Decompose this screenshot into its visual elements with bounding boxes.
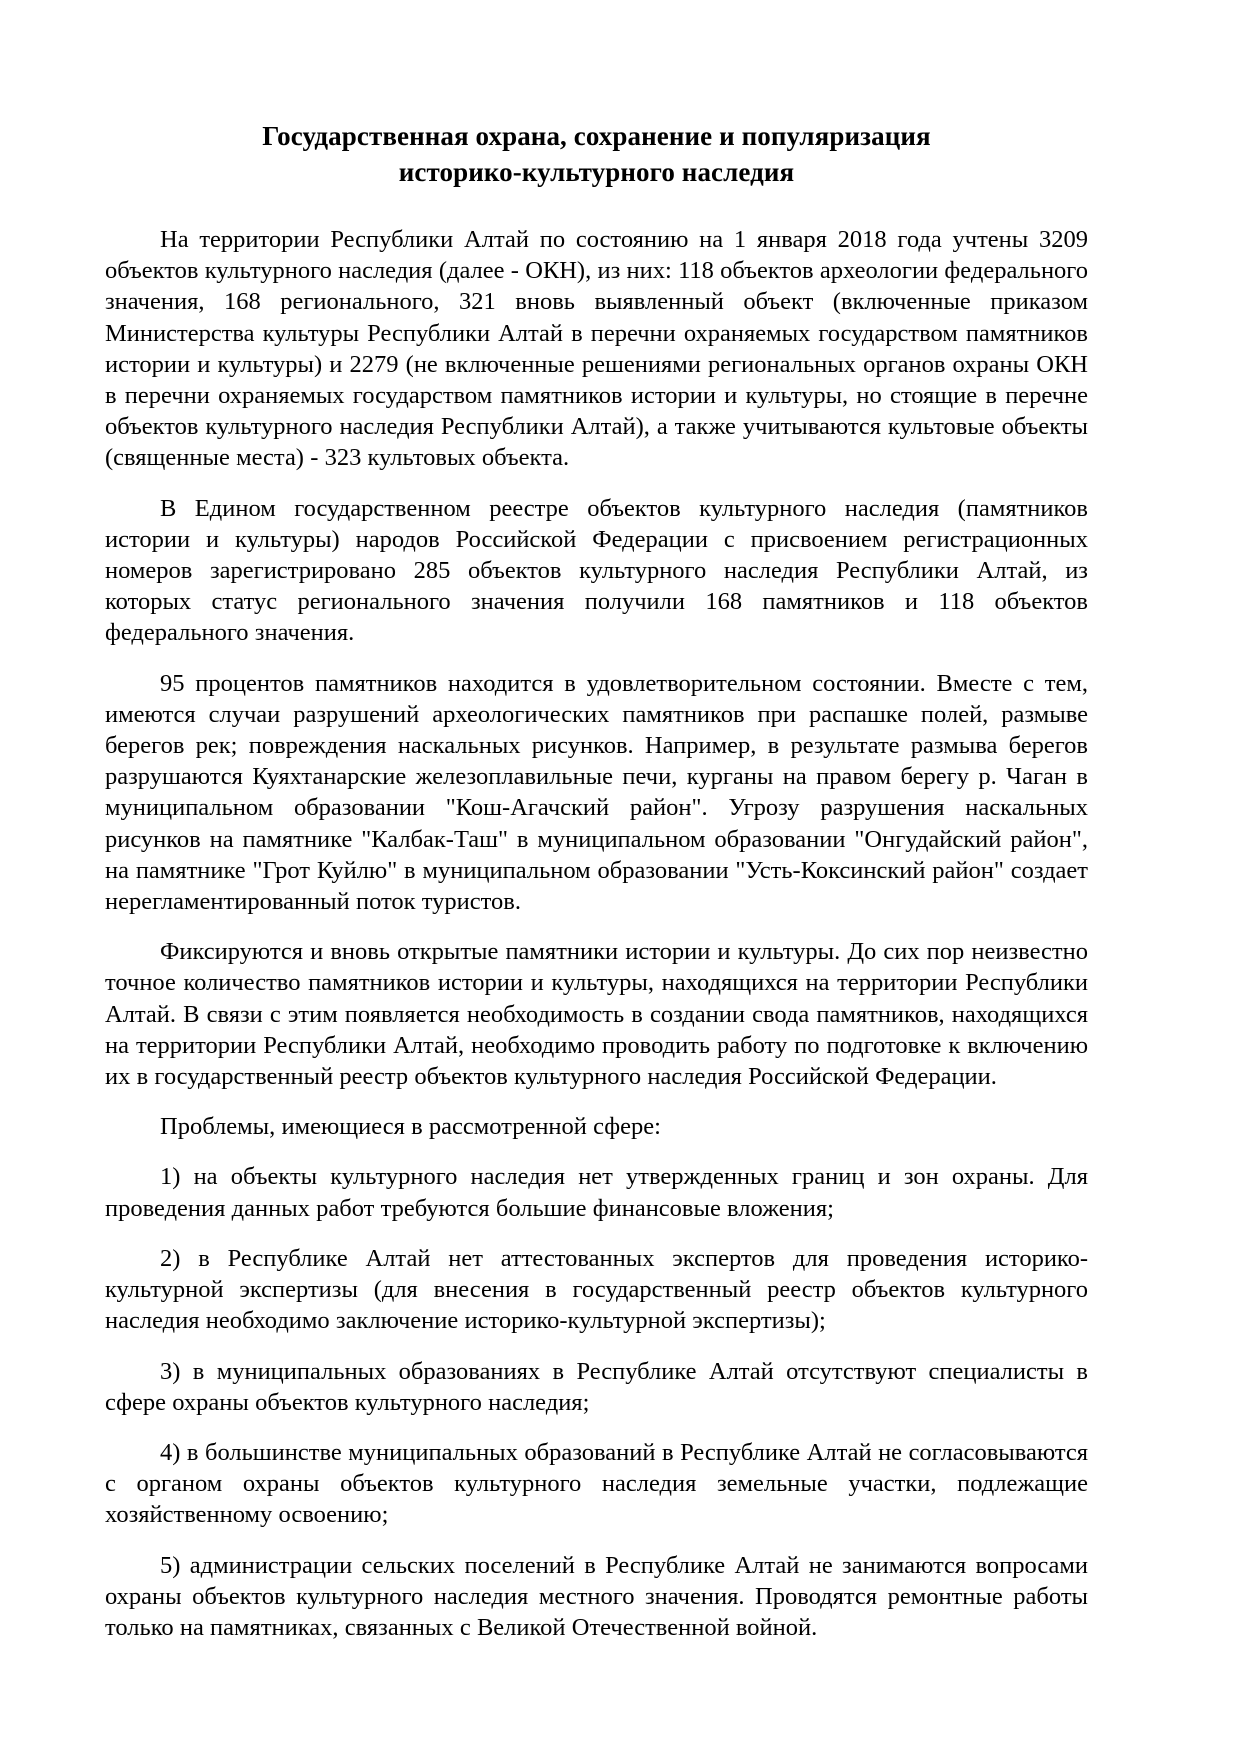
document-body (105, 224, 1088, 1643)
paragraph-problem-2: 2) в Республике Алтай нет аттестованных экспертов для проведения историко-культурной экспертизы (для внесения в государственный реестр объектов культурного наследия необходимо заключение историко-культурной экспертизы); (105, 1244, 1088, 1335)
page-title-line-1: Государственная охрана, сохранение и популяризация (262, 121, 931, 151)
paragraph-unified-register: В Едином государственном реестре объектов культурного наследия (памятников истории и культуры) народов Российской Федерации с присвоением регистрационных номеров зарегистрировано 285 объектов культурного наследия Республики Алтай, из которых статус регионального значения получили 168 памятников и 118 объектов федерального значения. (105, 494, 1088, 647)
paragraph-registered-objects: На территории Республики Алтай по состоянию на 1 января 2018 года учтены 3209 объектов культурного наследия (далее - ОКН), из них: 118 объектов археологии федерального значения, 168 регионального, 321 вновь выявленный объект (включенные приказом Министерства культуры Республики Алтай в перечни охраняемых государством памятников истории и культуры) и 2279 (не включенные решениями региональных органов охраны ОКН в перечни охраняемых государством памятников истории и культуры, но стоящие в перечне объектов культурного наследия Республики Алтай), а также учитываются культовые объекты (священные места) - 323 культовых объекта. (105, 226, 1088, 472)
paragraph-problems-heading: Проблемы, имеющиеся в рассмотренной сфере: (160, 1113, 661, 1141)
paragraph-problem-4: 4) в большинстве муниципальных образований в Республике Алтай не согласовываются с органом охраны объектов культурного наследия земельные участки, подлежащие хозяйственному освоению; (105, 1438, 1088, 1529)
paragraph-condition-95-percent: 95 процентов памятников находится в удовлетворительном состоянии. Вместе с тем, имеются случаи разрушений археологических памятников при распашке полей, размыве берегов рек; повреждения наскальных рисунков. Например, в результате размыва берегов разрушаются Куяхтанарские железоплавильные печи, курганы на правом берегу р. Чаган в муниципальном образовании "Кош-Агачский район". Угрозу разрушения наскальных рисунков на памятнике "Калбак-Таш" в муниципальном образовании "Онгудайский район", на памятнике "Грот Куйлю" в муниципальном образовании "Усть-Коксинский район" создает нерегламентированный поток туристов. (105, 669, 1088, 916)
page-title-line-2: историко-культурного наследия (398, 157, 795, 187)
paragraph-newly-discovered: Фиксируются и вновь открытые памятники истории и культуры. До сих пор неизвестно точное количество памятников истории и культуры, находящихся на территории Республики Алтай. В связи с этим появляется необходимость в создании свода памятников, находящихся на территории Республики Алтай, необходимо проводить работу по подготовке к включению их в государственный реестр объектов культурного наследия Российской Федерации. (105, 938, 1088, 1091)
page-title (105, 118, 1088, 190)
paragraph-problem-3: 3) в муниципальных образованиях в Республике Алтай отсутствуют специалисты в сфере охраны объектов культурного наследия; (105, 1357, 1088, 1416)
paragraph-problem-1: 1) на объекты культурного наследия нет утвержденных границ и зон охраны. Для проведения данных работ требуются большие финансовые вложения; (105, 1163, 1088, 1222)
paragraph-problem-5: 5) администрации сельских поселений в Республике Алтай не занимаются вопросами охраны объектов культурного наследия местного значения. Проводятся ремонтные работы только на памятниках, связанных с Великой Отечественной войной. (105, 1551, 1088, 1641)
